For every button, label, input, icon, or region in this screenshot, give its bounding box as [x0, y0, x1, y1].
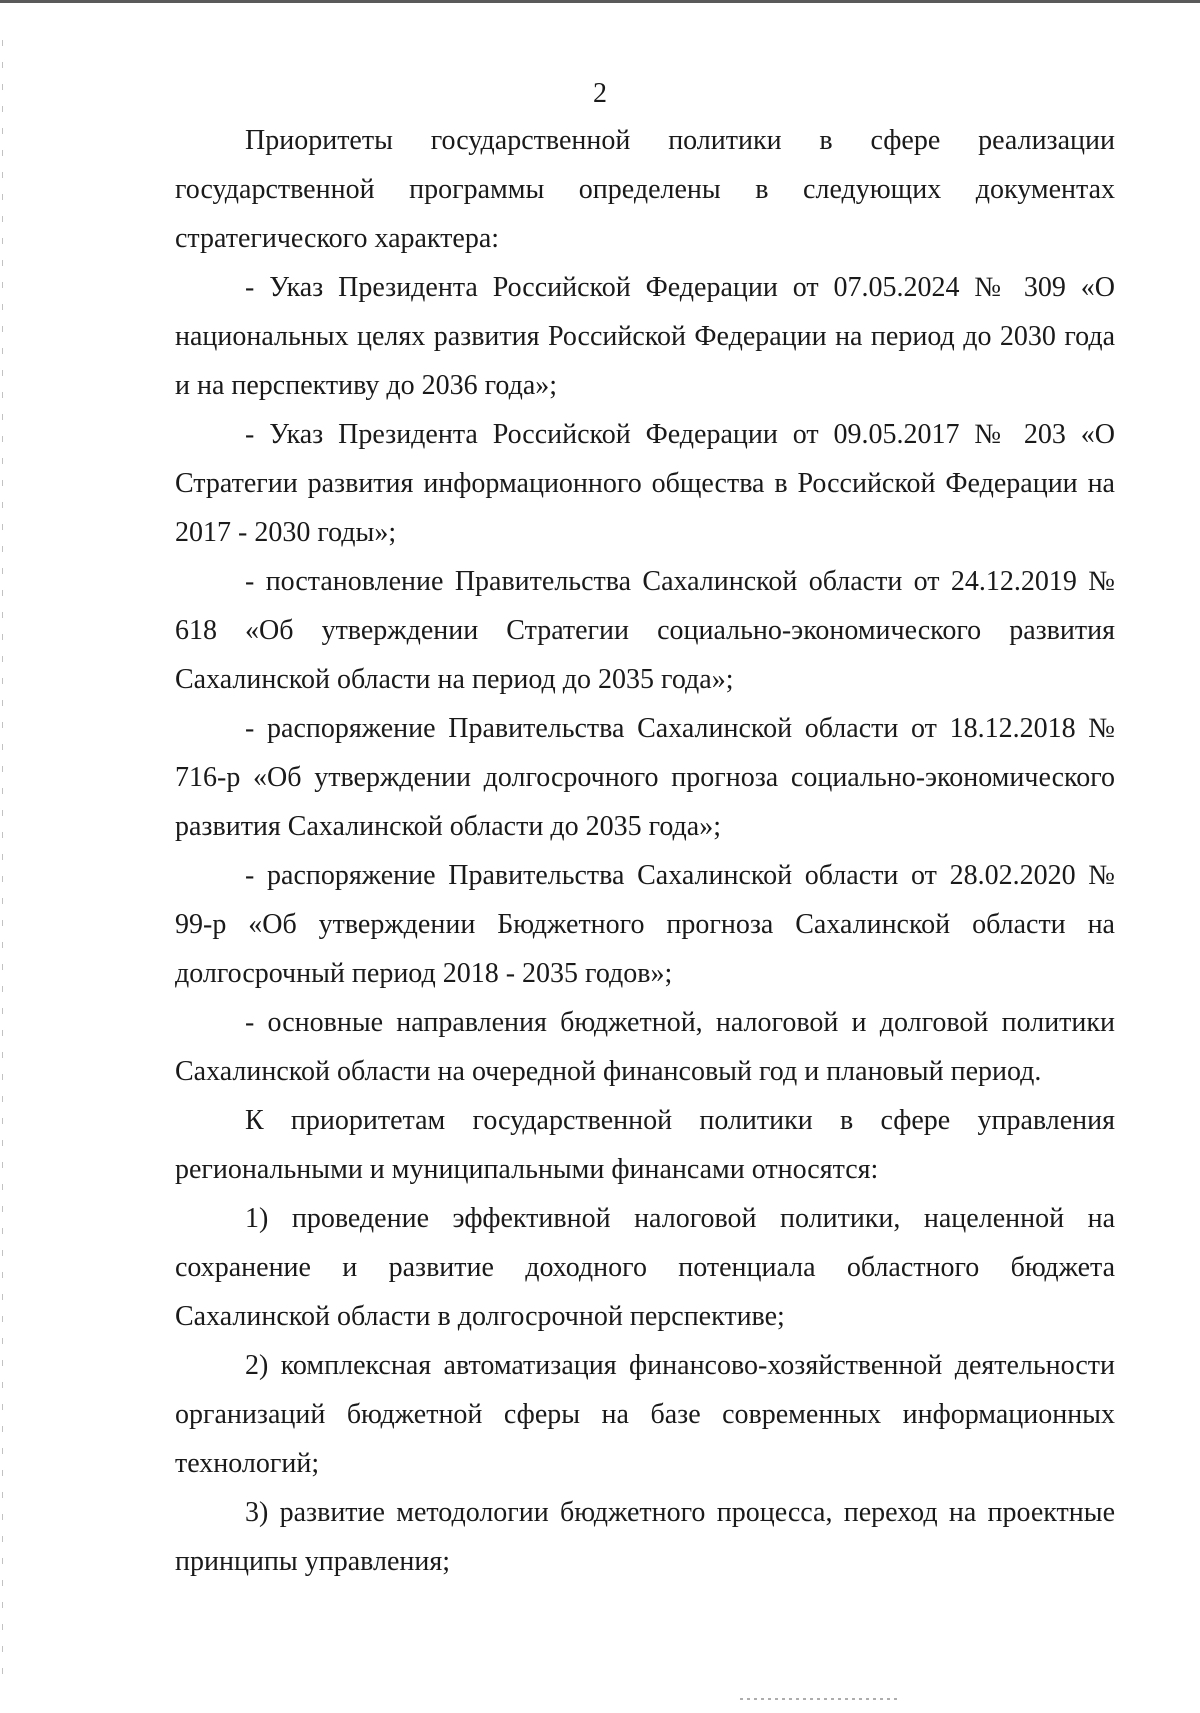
paragraph-priority-2: 2) комплексная автоматизация финансово-хозяйственной деятельности организаций бюджетной сферы на базе современных информационных технологий;	[175, 1350, 1115, 1479]
paragraph-priorities-intro: К приоритетам государственной политики в сфере управления региональными и муниципальными финансами относятся:	[175, 1105, 1115, 1185]
paragraph-priority-3: 3) развитие методологии бюджетного процесса, переход на проектные принципы управления;	[175, 1497, 1115, 1577]
paragraph-decree-309: - Указ Президента Российской Федерации от 07.05.2024 № 309 «О национальных целях развития Российской Федерации на период до 2030 года и на перспективу до 2036 года»;	[175, 272, 1115, 401]
paragraph-priority-1: 1) проведение эффективной налоговой политики, нацеленной на сохранение и развитие доходного потенциала областного бюджета Сахалинской области в долгосрочной перспективе;	[175, 1203, 1115, 1332]
paragraph-resolution-618: - постановление Правительства Сахалинской области от 24.12.2019 № 618 «Об утверждении Стратегии социально-экономического развития Сахалинской области на период до 2035 года»;	[175, 566, 1115, 695]
document-body	[175, 116, 1115, 1586]
paragraph-budget-policy: - основные направления бюджетной, налоговой и долговой политики Сахалинской области на очередной финансовый год и плановый период.	[175, 1007, 1115, 1087]
paragraph-order-99: - распоряжение Правительства Сахалинской области от 28.02.2020 № 99-р «Об утверждении Бюджетного прогноза Сахалинской области на долгосрочный период 2018 - 2035 годов»;	[175, 860, 1115, 989]
paragraph-intro: Приоритеты государственной политики в сфере реализации государственной программы определены в следующих документах стратегического характера:	[175, 125, 1115, 254]
scan-bottom-mark	[740, 1698, 900, 1700]
scan-top-edge	[0, 0, 1200, 3]
paragraph-order-716: - распоряжение Правительства Сахалинской области от 18.12.2018 № 716-р «Об утверждении долгосрочного прогноза социально-экономического развития Сахалинской области до 2035 года»;	[175, 713, 1115, 842]
scan-left-edge	[2, 40, 3, 1680]
paragraph-decree-203: - Указ Президента Российской Федерации от 09.05.2017 № 203 «О Стратегии развития информационного общества в Российской Федерации на 2017 - 2030 годы»;	[175, 419, 1115, 548]
page-number: 2	[593, 78, 607, 109]
